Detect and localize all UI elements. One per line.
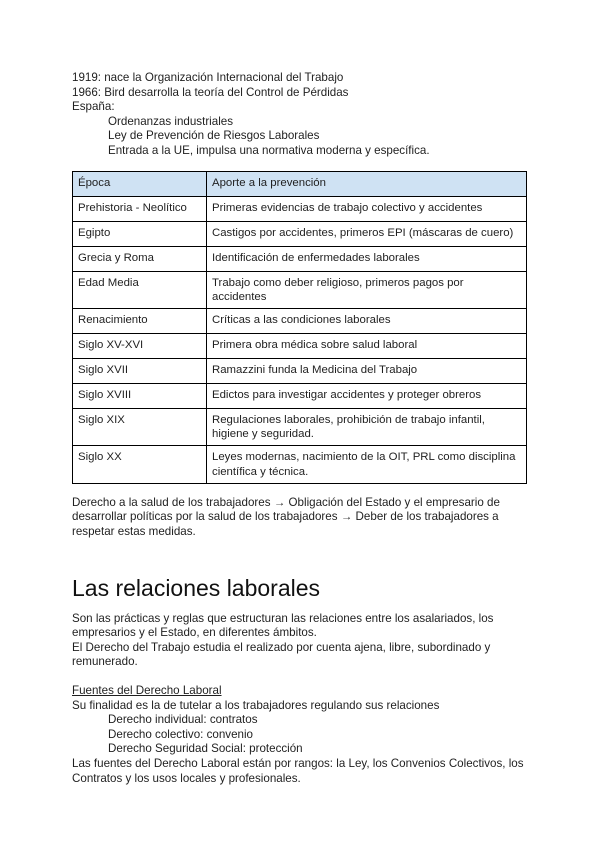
labour-law-paragraph: El Derecho del Trabajo estudia el realizado por cuenta ajena, libre, subordinado y remunerado. [72,640,491,669]
fuentes-intro: Su finalidad es la de tutelar a los trabajadores regulando sus relaciones [72,698,440,712]
table-cell-era: Siglo XIX [73,408,207,445]
rights-paragraph: Derecho a la salud de los trabajadores → Obligación del Estado y el empresario de desarrollar políticas por la salud de los trabajadores → Deber de los trabajadores a respetar estas medidas. [72,495,500,538]
table-row [73,246,527,271]
timeline-line-1919: 1919: nace la Organización Internacional del Trabajo [72,71,344,84]
timeline-sub-item: Ordenanzas industriales [108,114,234,128]
table-row [73,221,527,246]
table-cell-contribution: Primera obra médica sobre salud laboral [207,333,527,358]
table-cell-contribution: Regulaciones laborales, prohibición de trabajo infantil, higiene y seguridad. [207,408,527,445]
table-cell-contribution: Primeras evidencias de trabajo colectivo y accidentes [207,196,527,221]
fuentes-list-item: Derecho individual: contratos [108,713,258,727]
table-row [73,358,527,383]
fuentes-list-item: Derecho colectivo: convenio [108,727,254,741]
table-cell-era: Prehistoria - Neolítico [73,196,207,221]
table-cell-contribution: Ramazzini funda la Medicina del Trabajo [207,358,527,383]
table-cell-contribution: Leyes modernas, nacimiento de la OIT, PRL como disciplina científica y técnica. [207,446,527,483]
timeline-line-1966: 1966: Bird desarrolla la teoría del Control de Pérdidas [72,85,349,99]
definition-paragraph: Son las prácticas y reglas que estructuran las relaciones entre los asalariados, los empresarios y el Estado, en diferentes ámbitos. [72,611,494,640]
table-cell-era: Siglo XV-XVI [73,333,207,358]
table-row [73,333,527,358]
timeline-block [72,71,528,159]
table-header-row [73,171,527,196]
table-cell-contribution: Edictos para investigar accidentes y proteger obreros [207,383,527,408]
table-row [73,308,527,333]
table-header-cell: Época [73,171,207,196]
table-row [73,271,527,308]
table-cell-era: Grecia y Roma [73,246,207,271]
table-cell-contribution: Castigos por accidentes, primeros EPI (máscaras de cuero) [207,221,527,246]
table-cell-era: Egipto [73,221,207,246]
table-cell-era: Renacimiento [73,308,207,333]
table-row [73,446,527,483]
table-row [73,196,527,221]
fuentes-subheading: Fuentes del Derecho Laboral [72,683,222,697]
timeline-sub-item: Entrada a la UE, impulsa una normativa moderna y específica. [108,143,430,157]
timeline-sub-item: Ley de Prevención de Riesgos Laborales [108,129,320,143]
document-page [72,71,528,786]
fuentes-closing-paragraph: Las fuentes del Derecho Laboral están por rangos: la Ley, los Convenios Colectivos, los Contratos y los usos locales y profesionales. [72,756,524,785]
table-cell-era: Siglo XVIII [73,383,207,408]
table-cell-era: Siglo XVII [73,358,207,383]
spacer [72,670,528,684]
table-cell-contribution: Trabajo como deber religioso, primeros pagos por accidentes [207,271,527,308]
table-header-cell: Aporte a la prevención [207,171,527,196]
table-cell-contribution: Identificación de enfermedades laborales [207,246,527,271]
section-title: Las relaciones laborales [72,574,321,601]
table-row [73,383,527,408]
table-cell-era: Edad Media [73,271,207,308]
timeline-line-spain: España: [72,100,115,114]
prevention-history-table [72,171,527,484]
fuentes-list-item: Derecho Seguridad Social: protección [108,742,303,756]
table-cell-contribution: Críticas a las condiciones laborales [207,308,527,333]
table-row [73,408,527,445]
table-cell-era: Siglo XX [73,446,207,483]
